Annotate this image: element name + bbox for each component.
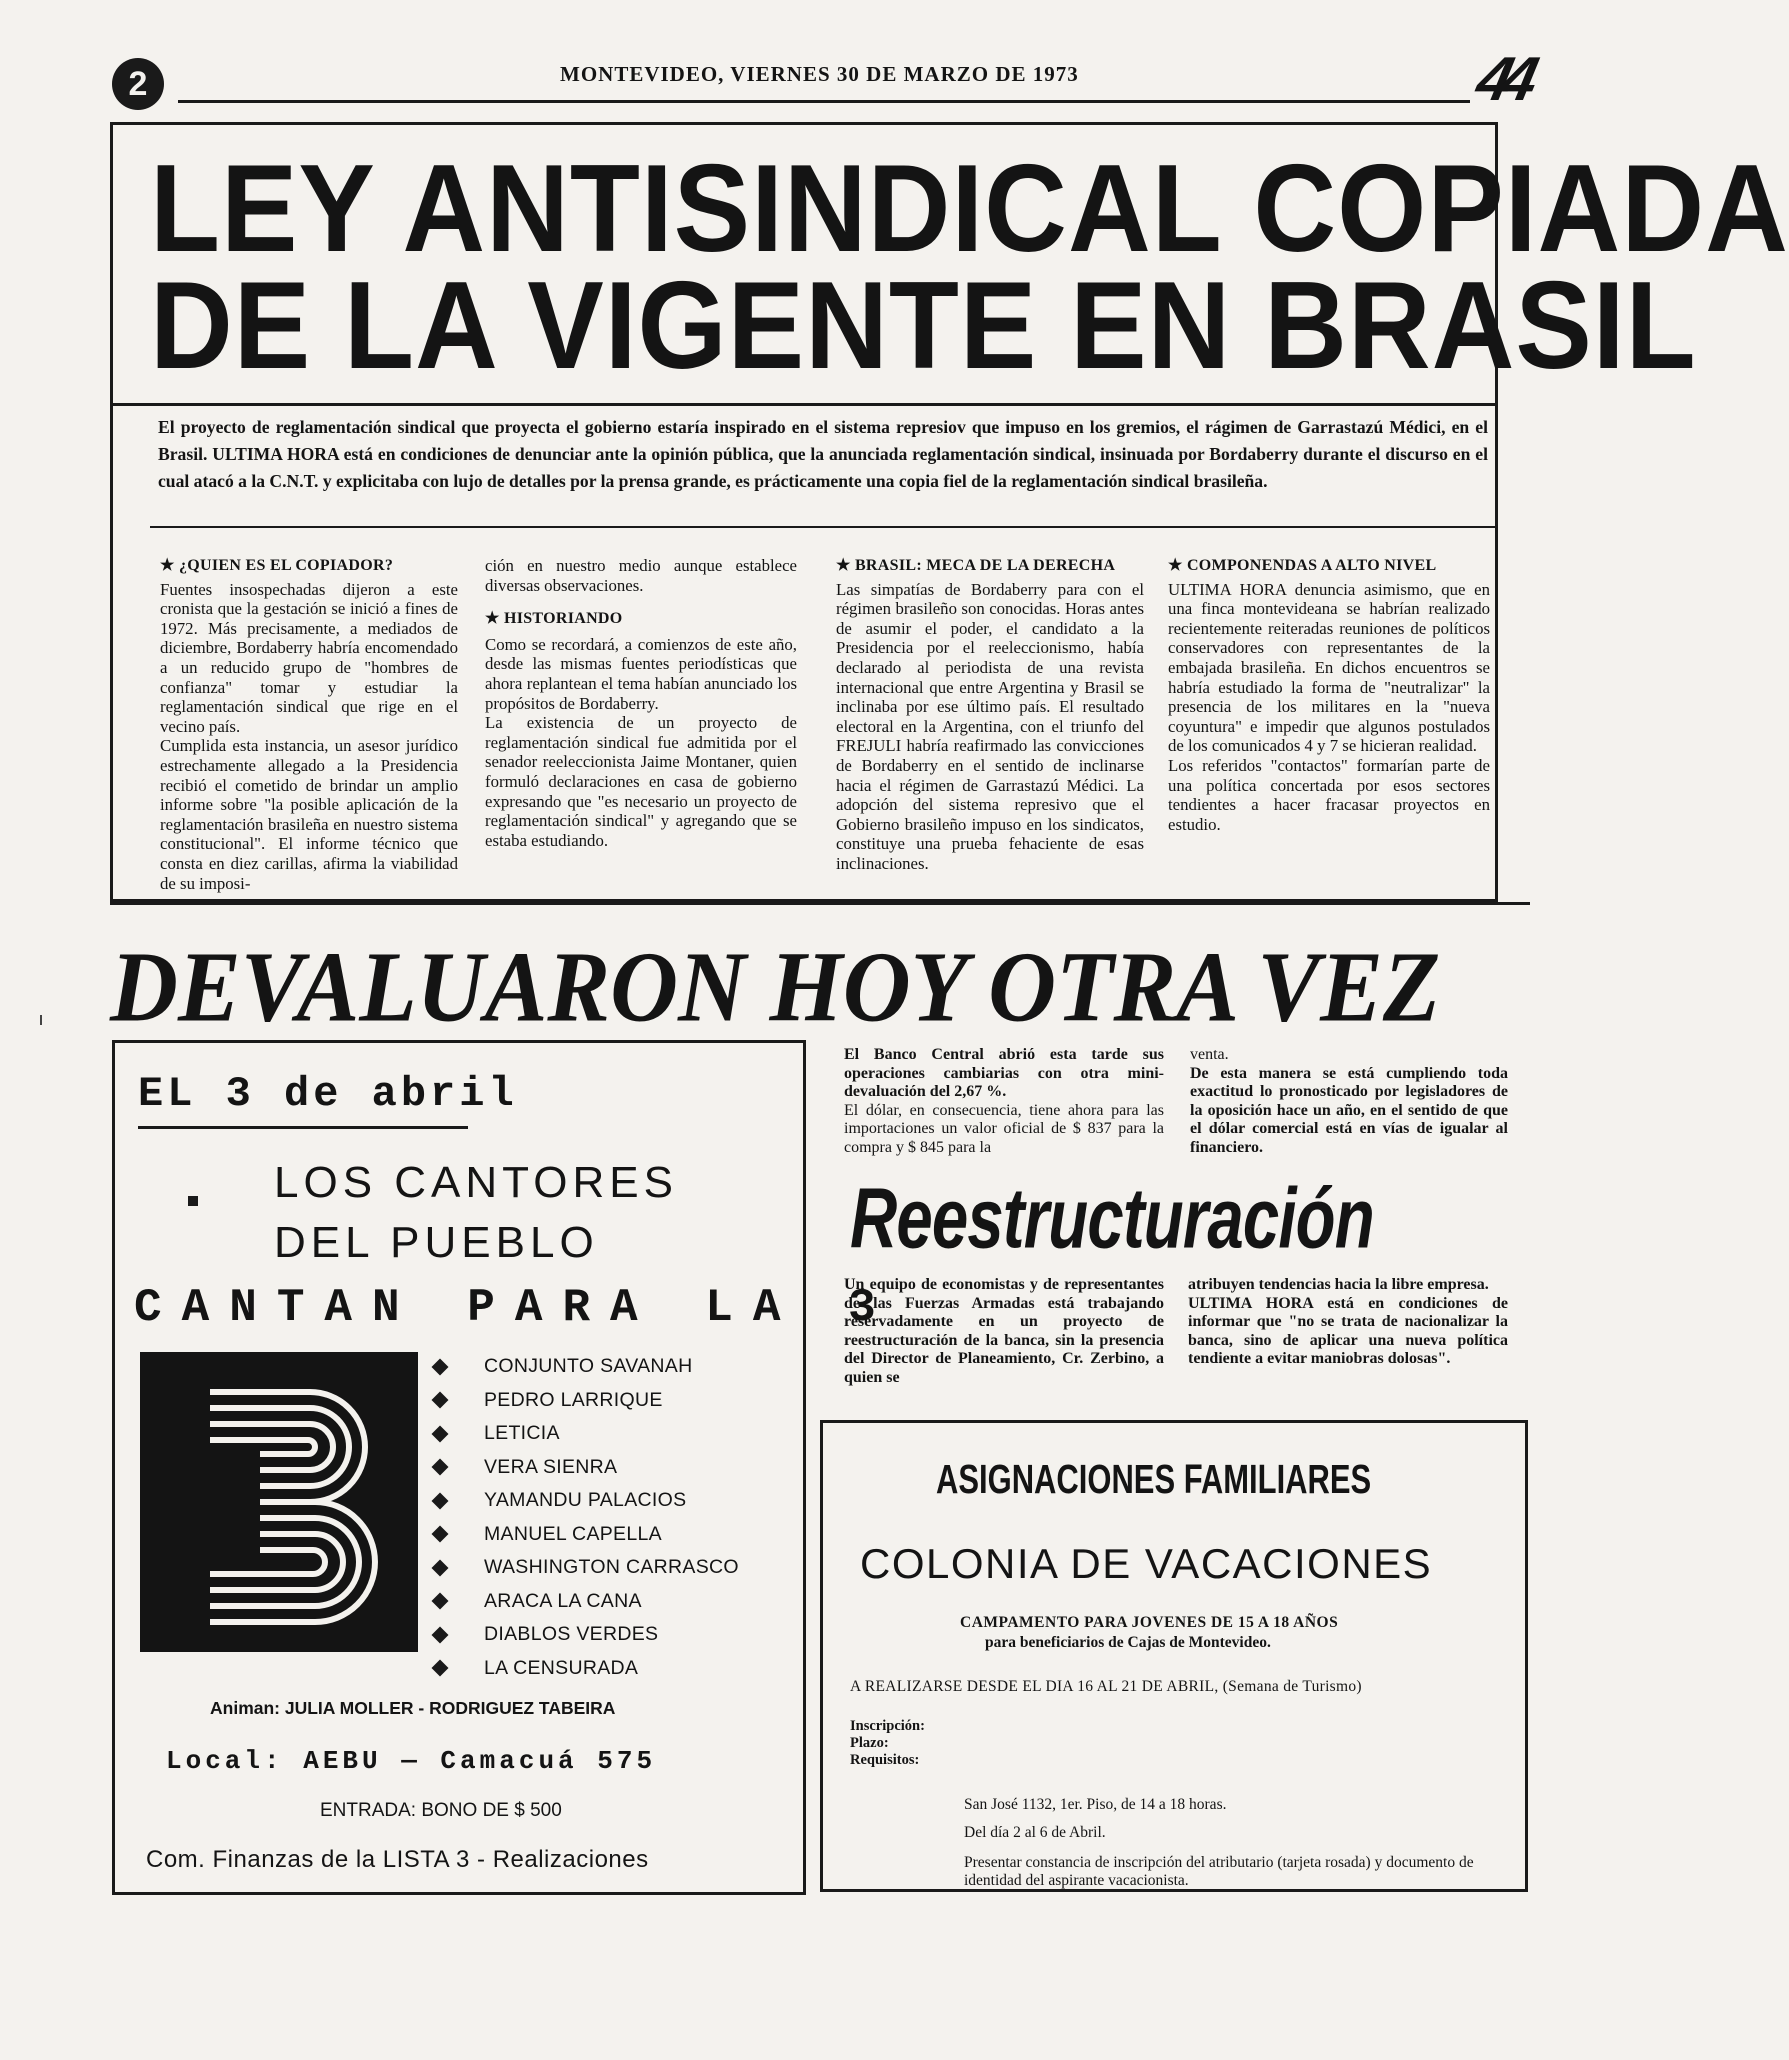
diamond-bullet-icon: [432, 1492, 449, 1509]
story1-bottom-rule: [110, 902, 1530, 905]
story1-column-4: [1168, 556, 1490, 834]
square-bullet-icon: [188, 1196, 198, 1206]
asignaciones-inscripcion: San José 1132, 1er. Piso, de 14 a 18 horas.: [964, 1796, 1227, 1813]
asignaciones-labels: [850, 1718, 925, 1769]
list-item: [428, 1484, 798, 1518]
label-requisitos: Requisitos:: [850, 1752, 920, 1768]
artist-name: PEDRO LARRIQUE: [484, 1388, 663, 1411]
paragraph: El dólar, en consecuencia, tiene ahora para las importaciones un valor oficial de $ 837 para la compra y $ 845 para la: [844, 1101, 1164, 1156]
artist-name: YAMANDU PALACIOS: [484, 1489, 687, 1512]
artist-name: LETICIA: [484, 1422, 560, 1445]
diamond-bullet-icon: [432, 1358, 449, 1375]
paragraph: Cumplida esta instancia, un asesor jurídico estrechamente allegado a la Presidencia recibió el cometido de brindar un amplio informe sobre "la posible aplicación de la reglamentación brasileña en nuestro sistema constitucional". El informe técnico que consta en diez carillas, afirma la viabilidad de su imposi-: [160, 736, 458, 893]
concert-ad-line1: LOS CANTORES: [274, 1158, 678, 1207]
story1-column-3: [836, 556, 1144, 874]
diamond-bullet-icon: [432, 1526, 449, 1543]
concert-ad-date: EL 3 de abril: [138, 1070, 518, 1118]
artist-name: DIABLOS VERDES: [484, 1623, 659, 1646]
story3-column-2: [1188, 1276, 1508, 1369]
story1-column-2: [485, 556, 797, 850]
asignaciones-camp: CAMPAMENTO PARA JOVENES DE 15 A 18 AÑOS: [960, 1614, 1339, 1631]
subhead-historiando: ★ HISTORIANDO: [485, 610, 623, 628]
story3-headline: Reestructuración: [850, 1171, 1374, 1267]
artist-name: MANUEL CAPELLA: [484, 1522, 662, 1545]
diamond-bullet-icon: [432, 1593, 449, 1610]
paragraph: Las simpatías de Bordaberry para con el régimen brasileño son conocidas. Horas antes de asumir el poder, el candidato a la Presidencia por el reeleccionismo, había declarado al periodista de una revista internacional que entre Argentina y Brasil se inclinaba por ese último país. El resultado electoral en la Argentina, con el triunfo del FREJULI habría reafirmado las convicciones de Bordaberry en el sentido de inclinarse hacia el régimen de Garrastazú Médici. La adopción del sistema represivo que el Gobierno brasileño impuso en los sindicatos, constituye una prueba fehaciente de esas inclinaciones.: [836, 579, 1144, 873]
corner-mark: 44: [1470, 45, 1535, 114]
asignaciones-beneficiaries: para beneficiarios de Cajas de Montevideo.: [985, 1634, 1271, 1651]
label-plazo: Plazo:: [850, 1735, 889, 1751]
artist-name: LA CENSURADA: [484, 1656, 639, 1679]
story2-column-1: [844, 1046, 1164, 1158]
story1-lead: El proyecto de reglamentación sindical que proyecta el gobierno estaría inspirado en el sistema represiov que impuso en los gremios, el rágimen de Garrastazú Médici, en el Brasil. ULTIMA HORA está en condiciones de denunciar ante la opinión pública, que la anunciada reglamentación sindical, insinuada por Bordaberry durante el discurso en el cual atacó a la C.N.T. y explicitaba con lujo de detalles por la prensa grande, es prácticamente una copia fiel de la reglamentación sindical brasileña.: [158, 417, 1488, 491]
asignaciones-title: ASIGNACIONES FAMILIARES: [936, 1456, 1372, 1502]
story1-column-1: [160, 556, 458, 893]
list-item: [428, 1417, 798, 1451]
paragraph: ULTIMA HORA está en condiciones de informar que "no se trata de nacionalizar la banca, sino de aplicar una nueva política tendiente a evitar maniobras dolosas".: [1188, 1294, 1508, 1368]
list-item: [428, 1384, 798, 1418]
headline-rule: [110, 403, 1498, 406]
subhead-quien: ★ ¿QUIEN ES EL COPIADOR?: [160, 557, 394, 574]
dateline: MONTEVIDEO, VIERNES 30 DE MARZO DE 1973: [560, 62, 1079, 86]
concert-ad-hosts: Animan: JULIA MOLLER - RODRIGUEZ TABEIRA: [210, 1698, 616, 1718]
story3-column-1: Un equipo de economistas y de representantes de las Fuerzas Armadas está trabajando reservadamente en un proyecto de reestructuración de la banca, sin la presencia del Director de Planeamiento, Cr. Zerbino, a quien se: [844, 1276, 1164, 1386]
concert-ad-line3: CANTAN PARA LA 3: [134, 1282, 896, 1334]
asignaciones-dates: A REALIZARSE DESDE EL DIA 16 AL 21 DE ABRIL, (Semana de Turismo): [850, 1678, 1362, 1695]
artist-name: WASHINGTON CARRASCO: [484, 1556, 739, 1579]
concert-ad-credit: Com. Finanzas de la LISTA 3 - Realizaciones: [146, 1846, 649, 1873]
paragraph: ción en nuestro medio aunque establece diversas observaciones.: [485, 556, 797, 595]
story1-headline-line2: DE LA VIGENTE EN BRASIL: [150, 255, 1697, 395]
artist-list: [428, 1350, 798, 1685]
diamond-bullet-icon: [432, 1459, 449, 1476]
diamond-bullet-icon: [432, 1425, 449, 1442]
list-item: [428, 1451, 798, 1485]
masthead-rule: [178, 100, 1470, 103]
story1-headline-line1: LEY ANTISINDICAL COPIADA: [150, 138, 1789, 278]
list-item: [428, 1652, 798, 1686]
story2-column-2: [1190, 1046, 1508, 1158]
artist-name: ARACA LA CANA: [484, 1589, 642, 1612]
paragraph: Como se recordará, a comienzos de este año, desde las mismas fuentes periodísticas que ahora replantean el tema habían anunciado los propósitos de Bordaberry.: [485, 634, 797, 713]
diamond-bullet-icon: [432, 1660, 449, 1677]
list-item: [428, 1518, 798, 1552]
concert-ad-line2: DEL PUEBLO: [274, 1218, 599, 1267]
diamond-bullet-icon: [432, 1392, 449, 1409]
list-item: [428, 1350, 798, 1384]
story2-headline: DEVALUARON HOY OTRA VEZ: [110, 930, 1441, 1043]
list-item: [428, 1551, 798, 1585]
list-item: [428, 1618, 798, 1652]
lead-rule: [150, 526, 1498, 528]
paragraph: ULTIMA HORA denuncia asimismo, que en una finca montevideana se habrían realizado recientemente reiteradas reuniones de políticos conservadores con representantes de la embajada brasileña. En dichos encuentros se habría estudiado la forma de "neutralizar" la presencia de los militares en la "nueva coyuntura" e impedir que algunos postulados de los comunicados 4 y 7 se hicieran realidad.: [1168, 579, 1490, 756]
label-inscripcion: Inscripción:: [850, 1718, 925, 1734]
margin-mark: [40, 1015, 42, 1025]
concert-ad-venue: Local: AEBU — Camacuá 575: [166, 1746, 657, 1776]
subhead-componendas: ★ COMPONENDAS A ALTO NIVEL: [1168, 557, 1437, 574]
diamond-bullet-icon: [432, 1559, 449, 1576]
subhead-brasil: ★ BRASIL: MECA DE LA DERECHA: [836, 557, 1116, 574]
paragraph: Los referidos "contactos" formarían parte de una política concertada por esos sectores tendientes a hacer fracasar proyectos en estudio.: [1168, 755, 1490, 834]
paragraph: venta.: [1190, 1046, 1229, 1063]
lista-3-logo-icon: [140, 1352, 418, 1652]
asignaciones-plazo: Del día 2 al 6 de Abril.: [964, 1824, 1106, 1841]
paragraph: De esta manera se está cumpliendo toda exactitud lo pronosticado por legisladores de la oposición hace un año, en el sentido de que el dólar comercial está en vías de igualar al financiero.: [1190, 1064, 1508, 1156]
paragraph: La existencia de un proyecto de reglamentación sindical fue admitida por el senador reeleccionista Jaime Montaner, quien formuló declaraciones en casa de gobierno expresando que "es necesario un proyecto de reglamentación sindical" y agregando que se estaba estudiando.: [485, 713, 797, 850]
page-number: 2: [112, 58, 164, 110]
concert-ad-rule: [138, 1126, 468, 1129]
paragraph: atribuyen tendencias hacia la libre empresa.: [1188, 1276, 1489, 1293]
artist-name: VERA SIENRA: [484, 1455, 618, 1478]
paragraph: El Banco Central abrió esta tarde sus operaciones cambiarias con otra mini-devaluación del 2,67 %.: [844, 1046, 1164, 1101]
paragraph: Fuentes insospechadas dijeron a este cronista que la gestación se inició a fines de 1972. Más precisamente, a mediados de diciembre, Bordaberry habría encomendado a un reducido grupo de "hombres de confianza" tomar y estudiar la reglamentación sindical que rige en el vecino país.: [160, 579, 458, 736]
diamond-bullet-icon: [432, 1626, 449, 1643]
asignaciones-requisitos: Presentar constancia de inscripción del atributario (tarjeta rosada) y documento de identidad del aspirante vacacionista.: [964, 1854, 1474, 1889]
list-item: [428, 1585, 798, 1619]
artist-name: CONJUNTO SAVANAH: [484, 1355, 693, 1378]
concert-ad-entry: ENTRADA: BONO DE $ 500: [320, 1800, 562, 1821]
asignaciones-subtitle: COLONIA DE VACACIONES: [860, 1540, 1433, 1587]
